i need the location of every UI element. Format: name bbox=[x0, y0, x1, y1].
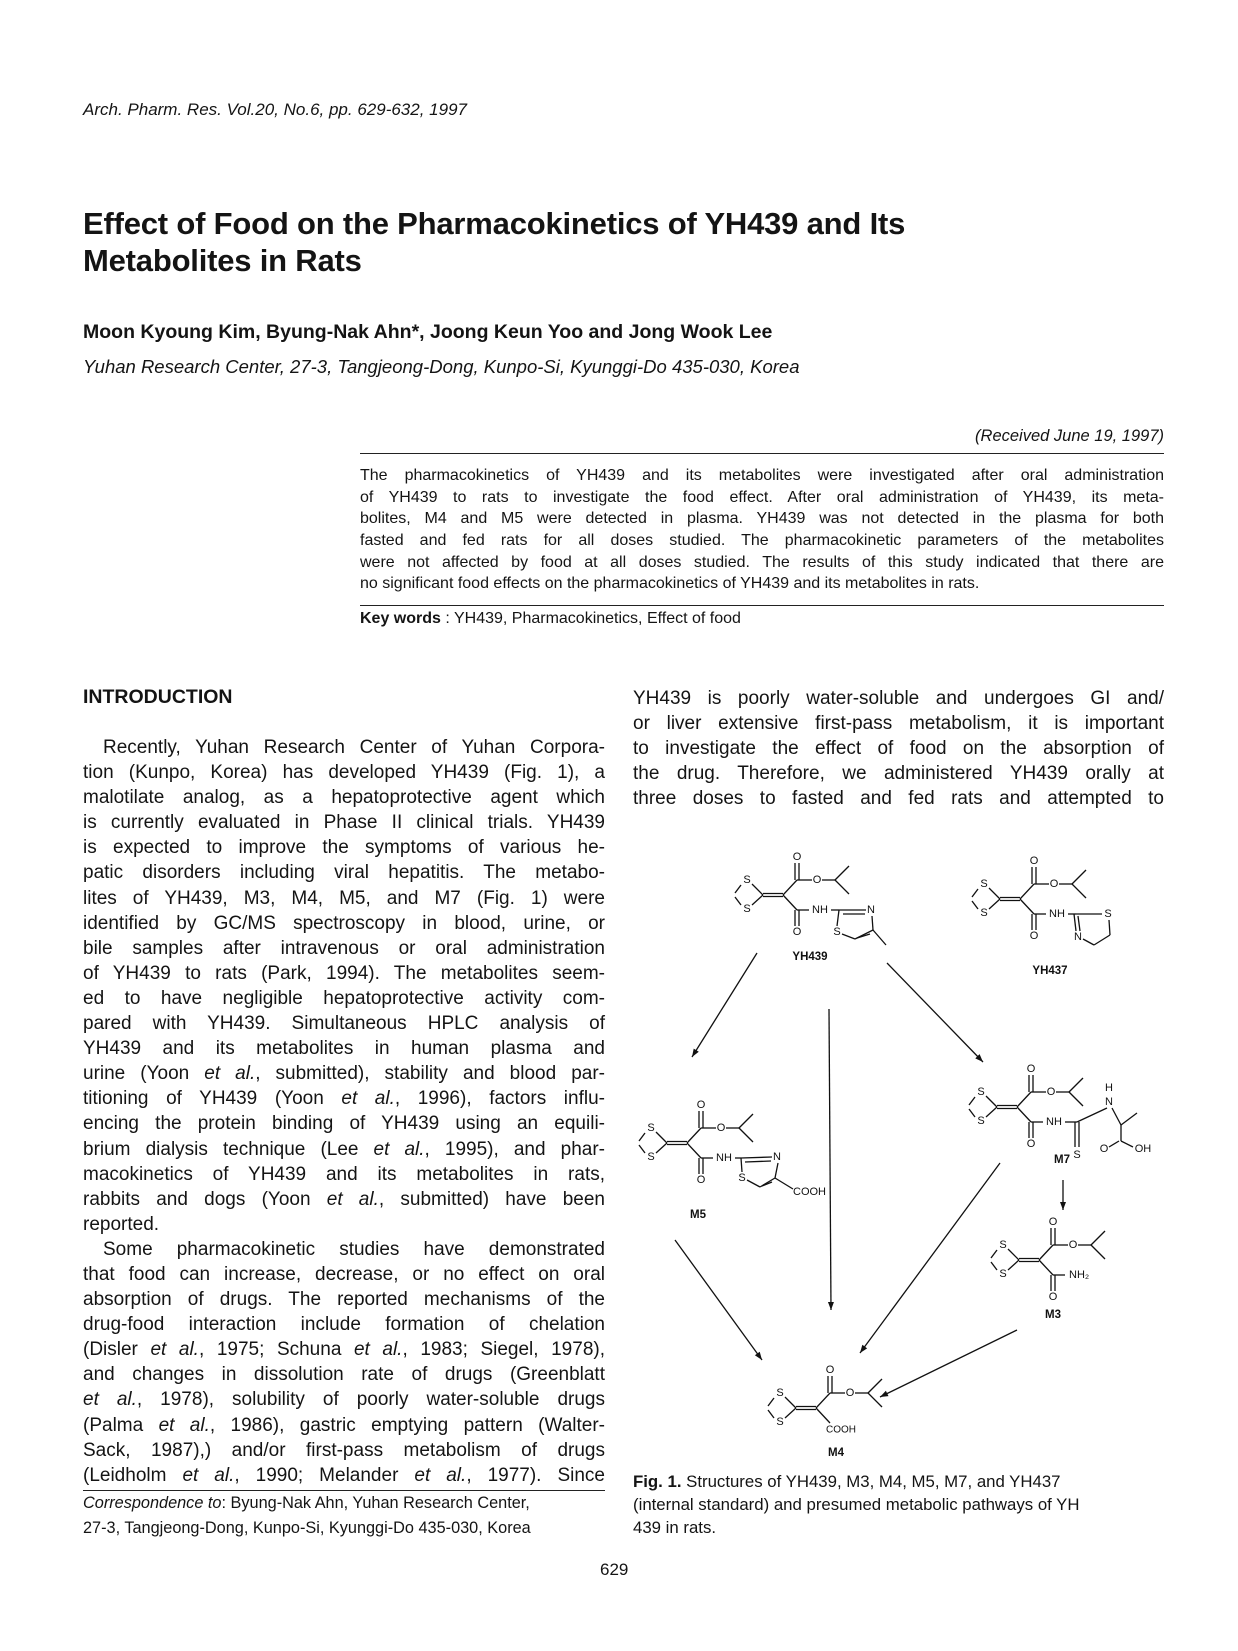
compound-label: YH437 bbox=[1032, 965, 1068, 977]
text-line: or liver extensive first-pass metabolism, it is important bbox=[633, 713, 1164, 735]
arrowhead-icon bbox=[880, 1391, 889, 1397]
received-date: (Received June 19, 1997) bbox=[975, 427, 1164, 445]
compound-label: M7 bbox=[1054, 1154, 1070, 1166]
atom-label: O bbox=[1029, 930, 1039, 942]
bond bbox=[768, 1398, 774, 1406]
atom-label: O bbox=[1099, 1143, 1109, 1155]
bond bbox=[656, 1143, 667, 1153]
bond bbox=[991, 1262, 997, 1270]
text-line: Sack, 1987),) and/or first-pass metabolism of drugs bbox=[83, 1439, 605, 1461]
bond bbox=[835, 866, 849, 880]
keywords-label: Key words bbox=[360, 610, 441, 627]
bond bbox=[1039, 1245, 1053, 1260]
bond bbox=[989, 888, 1000, 899]
bond bbox=[1094, 935, 1110, 945]
bond bbox=[969, 1109, 975, 1117]
text-line: (Disler et al., 1975; Schuna et al., 1983; Siegel, 1978), bbox=[83, 1339, 605, 1361]
atom-label: S bbox=[1104, 908, 1112, 920]
caption-label: Fig. 1. bbox=[633, 1472, 682, 1491]
atom-label: S bbox=[999, 1239, 1007, 1251]
arrowhead-icon bbox=[692, 1049, 699, 1057]
bond bbox=[989, 899, 1000, 909]
atom-label: OH bbox=[1134, 1143, 1152, 1155]
text-line: (Leidholm et al., 1990; Melander et al., 1977). Since bbox=[83, 1464, 605, 1486]
footnote-text: : Byung-Nak Ahn, Yuhan Research Center, bbox=[221, 1494, 530, 1512]
bond bbox=[1020, 884, 1034, 899]
bond bbox=[873, 930, 886, 945]
bond bbox=[785, 1408, 796, 1418]
bond bbox=[1072, 884, 1086, 898]
atom-label: S bbox=[1073, 1149, 1081, 1161]
pathway-arrow bbox=[887, 963, 983, 1062]
atom-label: O bbox=[696, 1174, 706, 1186]
bond bbox=[639, 1133, 645, 1141]
arrowhead-icon bbox=[828, 1302, 834, 1310]
atom-label: S bbox=[647, 1122, 655, 1134]
bond bbox=[1020, 899, 1034, 914]
bond bbox=[775, 1178, 793, 1189]
bond bbox=[842, 934, 855, 939]
atom-label: O bbox=[1049, 878, 1059, 890]
atom-label: NH bbox=[716, 1152, 732, 1164]
text-line: and changes in dissolution rate of drugs (Greenblatt bbox=[83, 1364, 605, 1386]
bond bbox=[972, 889, 978, 897]
atom-label: S bbox=[833, 926, 841, 938]
bond bbox=[739, 1114, 753, 1128]
atom-label: S bbox=[980, 907, 988, 919]
text-line: urine (Yoon et al., submitted), stability and blood par- bbox=[83, 1063, 605, 1085]
bond bbox=[741, 1158, 742, 1172]
compound-label: M5 bbox=[690, 1209, 706, 1221]
text-line: bolites, M4 and M5 were detected in plasma. YH439 was not detected in the plasma for both bbox=[360, 510, 1164, 528]
text-line: identified by GC/MS spectroscopy in blood, urine, or bbox=[83, 912, 605, 934]
text-line: et al., 1978), solubility of poorly water-soluble drugs bbox=[83, 1389, 605, 1411]
bond bbox=[1072, 870, 1086, 884]
bond bbox=[1069, 1078, 1083, 1092]
pathway-arrow bbox=[692, 953, 757, 1057]
bond bbox=[747, 1180, 760, 1187]
atom-label: NH bbox=[812, 904, 828, 916]
atom-label: NH bbox=[1046, 1116, 1062, 1128]
bond bbox=[1121, 1113, 1137, 1125]
text-line: YH439 and its metabolites in human plasma and bbox=[83, 1038, 605, 1060]
atom-label: S bbox=[647, 1151, 655, 1163]
text-line: the drug. Therefore, we administered YH439 orally at bbox=[633, 763, 1164, 785]
atom-label: O bbox=[1029, 855, 1039, 867]
arrowhead-icon bbox=[860, 1345, 867, 1353]
bond bbox=[1008, 1249, 1019, 1260]
atom-label: COOH bbox=[826, 1424, 856, 1436]
text-line: fasted and fed rats for all doses studied. The pharmacokinetic parameters of the metabolites bbox=[360, 532, 1164, 550]
bond bbox=[969, 1097, 975, 1105]
text-line: ed to have negligible hepatoprotective activity com- bbox=[83, 987, 605, 1009]
bond bbox=[739, 1128, 753, 1142]
atom-label: COOH bbox=[793, 1186, 826, 1198]
atom-label: O bbox=[792, 926, 802, 938]
atom-label: S bbox=[977, 1115, 985, 1127]
bond bbox=[868, 1379, 882, 1393]
keywords-separator: : bbox=[440, 610, 454, 627]
atom-label: H bbox=[1105, 1082, 1113, 1094]
text-line: were not affected by food at all doses studied. The results of this study indicated that there are bbox=[360, 553, 1164, 571]
atom-label: O bbox=[1048, 1291, 1058, 1303]
bond bbox=[785, 1397, 796, 1408]
text-line: (Palma et al., 1986), gastric emptying pattern (Walter- bbox=[83, 1414, 605, 1436]
arrowhead-icon bbox=[755, 1352, 762, 1360]
atom-label: O bbox=[696, 1099, 706, 1111]
text-line: macokinetics of YH439 and its metabolites in rats, bbox=[83, 1163, 605, 1185]
text-line: brium dialysis technique (Lee et al., 1995), and phar- bbox=[83, 1138, 605, 1160]
text-line: is expected to improve the symptoms of various he- bbox=[83, 837, 605, 859]
atom-label: S bbox=[980, 878, 988, 890]
bond bbox=[1017, 1092, 1031, 1107]
bond bbox=[1078, 916, 1080, 931]
section-heading-introduction: INTRODUCTION bbox=[83, 686, 233, 708]
pathway-arrow bbox=[675, 1240, 762, 1360]
bond bbox=[687, 1128, 701, 1143]
bond bbox=[1069, 1092, 1083, 1106]
text-line: The pharmacokinetics of YH439 and its metabolites were investigated after oral administration bbox=[360, 467, 1164, 484]
atom-label: S bbox=[743, 903, 751, 915]
atom-label: O bbox=[812, 874, 822, 886]
bond bbox=[1121, 1141, 1133, 1147]
compound-label: M4 bbox=[828, 1447, 844, 1459]
pathway-arrow bbox=[829, 1009, 831, 1310]
atom-label: O bbox=[825, 1364, 835, 1376]
atom-label: O bbox=[1026, 1138, 1036, 1150]
text-line: titioning of YH439 (Yoon et al., 1996), factors influ- bbox=[83, 1088, 605, 1110]
authors: Moon Kyoung Kim, Byung-Nak Ahn*, Joong Keun Yoo and Jong Wook Lee bbox=[83, 321, 773, 343]
bond bbox=[752, 895, 763, 905]
footnote-label: Correspondence to bbox=[83, 1494, 222, 1512]
bond bbox=[1109, 1141, 1119, 1147]
journal-citation: Arch. Pharm. Res. Vol.20, No.6, pp. 629-632, 1997 bbox=[83, 100, 467, 119]
pathway-arrow bbox=[860, 1163, 1000, 1353]
atom-label: N bbox=[1105, 1096, 1113, 1108]
bond bbox=[1008, 1260, 1019, 1270]
caption-text: Structures of YH439, M3, M4, M5, M7, and YH437 bbox=[681, 1472, 1061, 1491]
bond bbox=[752, 884, 763, 895]
atom-label: O bbox=[1026, 1063, 1036, 1075]
bond bbox=[1039, 1260, 1053, 1275]
text-line: no significant food effects on the pharmacokinetics of YH439 and its metabolites in rats. bbox=[360, 575, 980, 593]
text-line: pared with YH439. Simultaneous HPLC analysis of bbox=[83, 1013, 605, 1035]
bond bbox=[768, 1410, 774, 1418]
pathway-arrow bbox=[880, 1330, 1017, 1397]
atom-label: O bbox=[1046, 1086, 1056, 1098]
text-line: absorption of drugs. The reported mechanisms of the bbox=[83, 1289, 605, 1311]
atom-label: O bbox=[792, 851, 802, 863]
caption-text: (internal standard) and presumed metabolic pathways of YH bbox=[633, 1495, 1080, 1514]
text-line: tion (Kunpo, Korea) has developed YH439 (Fig. 1), a bbox=[83, 762, 605, 784]
text-line: is currently evaluated in Phase II clinical trials. YH439 bbox=[83, 812, 605, 834]
text-line: encing the protein binding of YH439 using an equili- bbox=[83, 1113, 605, 1135]
text-line: drug-food interaction include formation of chelation bbox=[83, 1314, 605, 1336]
bond bbox=[868, 1393, 882, 1407]
atom-label: S bbox=[977, 1086, 985, 1098]
text-line: Recently, Yuhan Research Center of Yuhan Corpora- bbox=[103, 737, 605, 758]
bond bbox=[986, 1096, 997, 1107]
bond bbox=[816, 1393, 830, 1408]
atom-label: O bbox=[1048, 1216, 1058, 1228]
text-line: to investigate the effect of food on the absorption of bbox=[633, 738, 1164, 760]
text-line: lites of YH439, M3, M4, M5, and M7 (Fig. 1) were bbox=[83, 887, 605, 909]
bond bbox=[735, 897, 741, 905]
bond bbox=[991, 1250, 997, 1258]
compound-label: M3 bbox=[1045, 1309, 1061, 1321]
bond bbox=[837, 910, 839, 926]
text-line: rabbits and dogs (Yoon et al., submitted) have been bbox=[83, 1188, 605, 1210]
atom-label: N bbox=[1074, 931, 1082, 943]
atom-label: S bbox=[738, 1172, 746, 1184]
title-line: Metabolites in Rats bbox=[83, 243, 362, 278]
atom-label: N bbox=[867, 904, 875, 916]
text-line: malotilate analog, as a hepatoprotective agent which bbox=[83, 787, 605, 809]
bond bbox=[816, 1408, 830, 1423]
atom-label: NH₂ bbox=[1069, 1269, 1090, 1281]
text-line: bile samples after intravenous or oral administration bbox=[83, 937, 605, 959]
bond bbox=[1091, 1245, 1105, 1259]
footnote-text: 27-3, Tangjeong-Dong, Kunpo-Si, Kyunggi-Do 435-030, Korea bbox=[83, 1519, 531, 1537]
text-line: patic disorders including viral hepatitis. The metabo- bbox=[83, 862, 605, 884]
keywords-value: YH439, Pharmacokinetics, Effect of food bbox=[453, 610, 741, 627]
bond bbox=[1017, 1107, 1031, 1122]
affiliation: Yuhan Research Center, 27-3, Tangjeong-Dong, Kunpo-Si, Kyunggi-Do 435-030, Korea bbox=[83, 356, 800, 377]
atom-label: O bbox=[716, 1122, 726, 1134]
bond bbox=[1109, 920, 1110, 935]
text-line: of YH439 to rats (Park, 1994). The metabolites seem- bbox=[83, 962, 605, 984]
bond bbox=[687, 1143, 701, 1158]
bond bbox=[1077, 1108, 1107, 1122]
atom-label: S bbox=[743, 874, 751, 886]
text-line: of YH439 to rats to investigate the food effect. After oral administration of YH439, its meta- bbox=[360, 488, 1164, 506]
bond bbox=[1112, 1108, 1121, 1125]
bond bbox=[741, 1157, 772, 1158]
text-line: reported. bbox=[83, 1213, 160, 1235]
text-line: three doses to fasted and fed rats and attempted to bbox=[633, 788, 1164, 810]
bond bbox=[783, 880, 797, 895]
text-line: that food can increase, decrease, or no effect on oral bbox=[83, 1263, 605, 1285]
atom-label: S bbox=[776, 1416, 784, 1428]
atom-label: O bbox=[1068, 1239, 1078, 1251]
atom-label: S bbox=[999, 1268, 1007, 1280]
arrowhead-icon bbox=[1060, 1202, 1066, 1210]
bond bbox=[835, 880, 849, 894]
title-line: Effect of Food on the Pharmacokinetics of YH439 and Its bbox=[83, 206, 906, 241]
bond bbox=[1074, 914, 1076, 931]
atom-label: N bbox=[773, 1151, 781, 1163]
bond bbox=[986, 1107, 997, 1117]
bond bbox=[656, 1132, 667, 1143]
bond bbox=[972, 901, 978, 909]
bond bbox=[872, 916, 873, 930]
text-line: YH439 is poorly water-soluble and undergoes GI and/ bbox=[633, 688, 1164, 709]
compound-label: YH439 bbox=[792, 951, 828, 963]
bond bbox=[1083, 939, 1094, 945]
bond bbox=[783, 895, 797, 910]
bond bbox=[775, 1163, 778, 1178]
caption-text: 439 in rats. bbox=[633, 1518, 717, 1537]
bond bbox=[735, 885, 741, 893]
bond bbox=[1091, 1231, 1105, 1245]
text-line: Some pharmacokinetic studies have demonstrated bbox=[103, 1238, 605, 1260]
atom-label: NH bbox=[1049, 908, 1065, 920]
page-number: 629 bbox=[600, 1560, 629, 1579]
atom-label: O bbox=[845, 1387, 855, 1399]
atom-label: S bbox=[776, 1387, 784, 1399]
bond bbox=[639, 1145, 645, 1153]
bond bbox=[745, 1161, 771, 1162]
